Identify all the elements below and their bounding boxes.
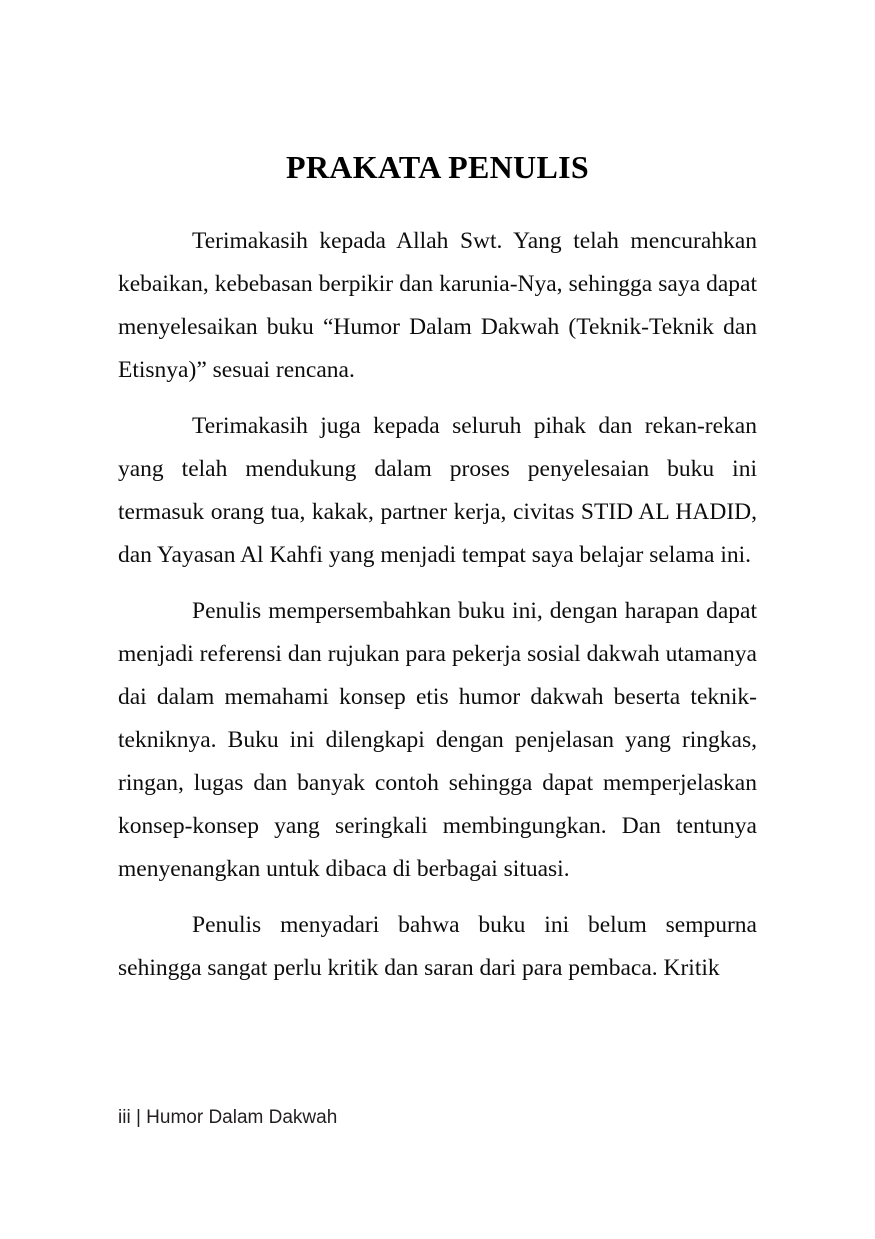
paragraph: Penulis mempersembahkan buku ini, dengan harapan dapat menjadi referensi dan rujukan para pekerja sosial dakwah utamanya dai dalam memahami konsep etis humor dakwah beserta teknik-tekniknya. Buku ini dilengkapi dengan penjelasan yang ringkas, ringan, lugas dan banyak contoh sehingga dapat memperjelaskan konsep-konsep yang seringkali membingungkan. Dan tentunya menyenangkan untuk dibaca di berbagai situasi. [118, 598, 757, 883]
page-content [118, 0, 757, 990]
page-title: PRAKATA PENULIS [286, 149, 589, 185]
paragraph: Terimakasih juga kepada seluruh pihak dan rekan-rekan yang telah mendukung dalam proses penyelesaian buku ini termasuk orang tua, kakak, partner kerja, civitas STID AL HADID, dan Yayasan Al Kahfi yang menjadi tempat saya belajar selama ini. [118, 413, 757, 569]
paragraph: Penulis menyadari bahwa buku ini belum sempurna sehingga sangat perlu kritik dan saran dari para pembaca. Kritik [118, 912, 757, 982]
paragraph: Terimakasih kepada Allah Swt. Yang telah mencurahkan kebaikan, kebebasan berpikir dan karunia-Nya, sehingga saya dapat menyelesaikan buku “Humor Dalam Dakwah (Teknik-Teknik dan Etisnya)” sesuai rencana. [118, 228, 757, 384]
page-footer: iii | Humor Dalam Dakwah [118, 1107, 338, 1128]
